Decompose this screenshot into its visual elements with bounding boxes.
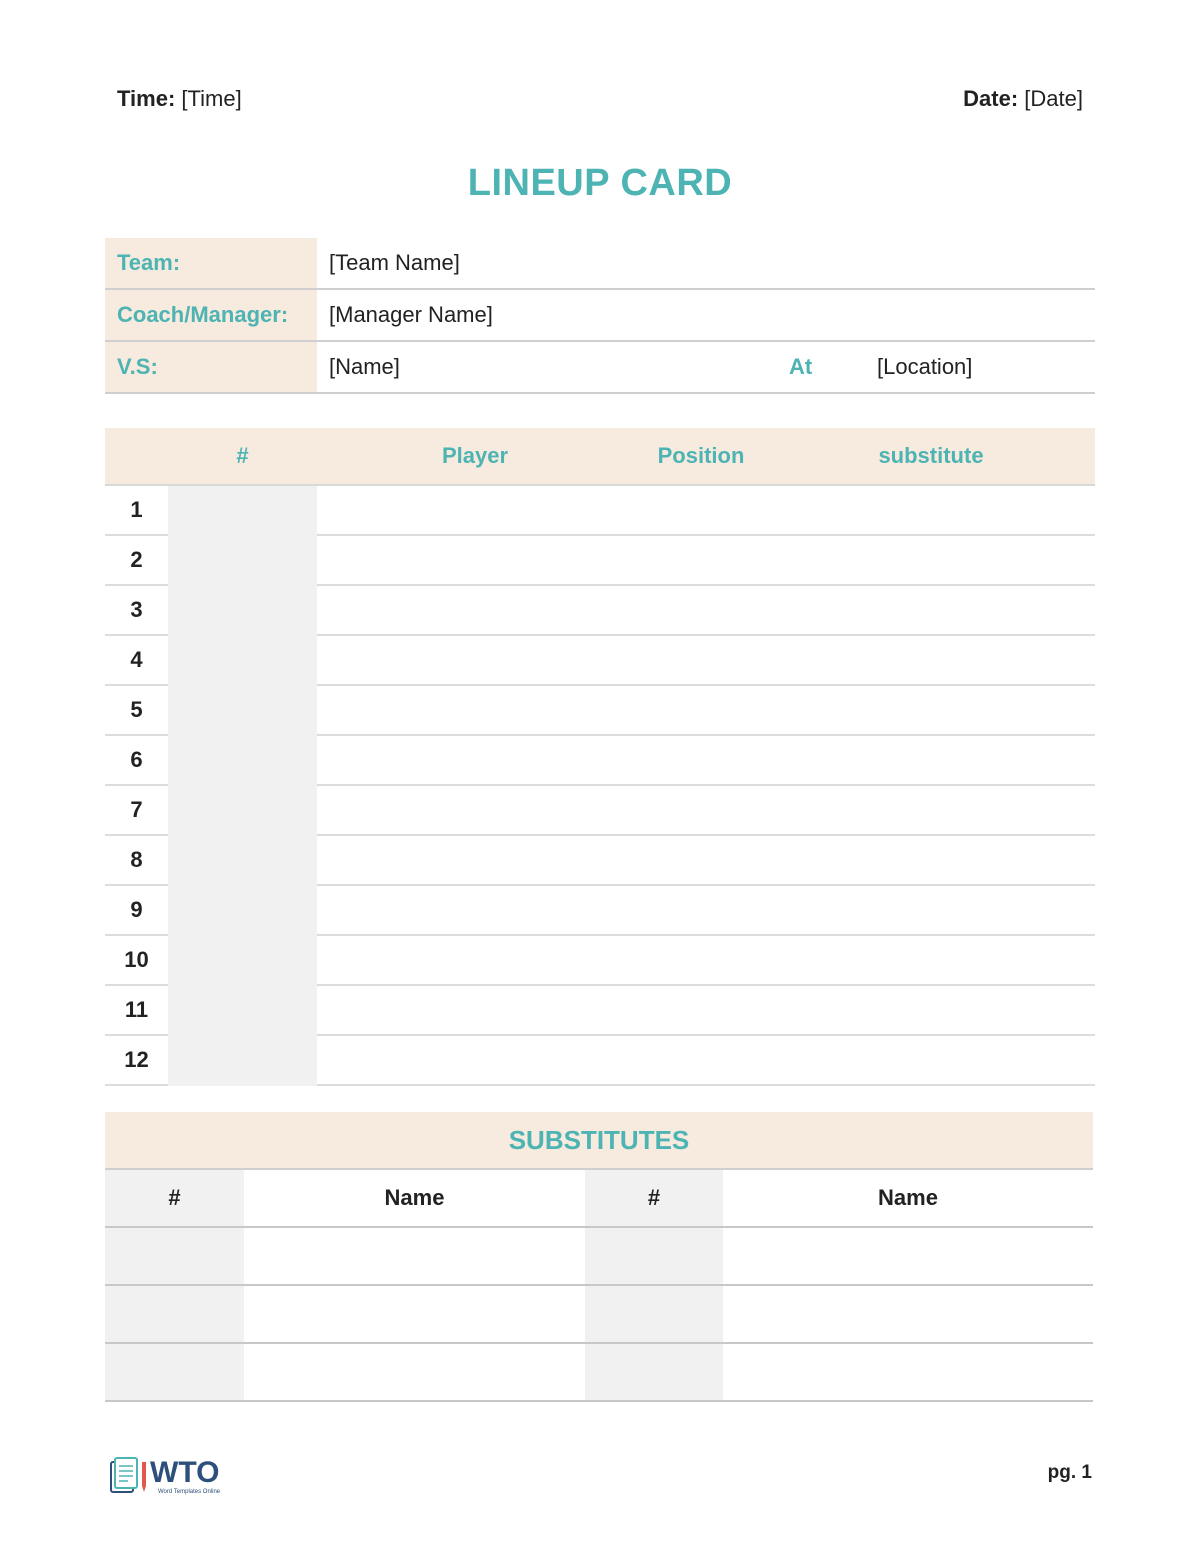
substitute-row[interactable]: [105, 1344, 1093, 1402]
subs-name-cell[interactable]: [244, 1228, 585, 1284]
lineup-row[interactable]: [105, 586, 1095, 636]
time-label: Time:: [117, 86, 176, 111]
lineup-row[interactable]: [105, 886, 1095, 936]
subs-col-name-1: Name: [384, 1185, 445, 1210]
lineup-order: 9: [130, 897, 143, 922]
lineup-order: 1: [130, 497, 143, 522]
lineup-row[interactable]: [105, 936, 1095, 986]
subs-name-cell[interactable]: [723, 1228, 1093, 1284]
col-number: #: [236, 443, 249, 468]
logo-subtext: Word Templates Online: [158, 1489, 221, 1495]
lineup-order: 6: [130, 747, 143, 772]
lineup-row[interactable]: [105, 686, 1095, 736]
substitute-row[interactable]: [105, 1228, 1093, 1286]
lineup-number-cell[interactable]: [168, 736, 317, 786]
substitutes-table: [105, 1112, 1093, 1402]
subs-number-cell[interactable]: [585, 1344, 723, 1400]
subs-number-cell[interactable]: [105, 1286, 244, 1342]
lineup-number-cell[interactable]: [168, 836, 317, 886]
coach-label: Coach/Manager:: [105, 290, 317, 340]
subs-col-number-1: #: [105, 1170, 244, 1226]
date-field: [963, 86, 1083, 112]
lineup-number-cell[interactable]: [168, 486, 317, 536]
lineup-number-cell[interactable]: [168, 586, 317, 636]
team-label: Team:: [105, 238, 317, 288]
vs-label: V.S:: [105, 342, 317, 392]
lineup-row[interactable]: [105, 736, 1095, 786]
lineup-row[interactable]: [105, 836, 1095, 886]
subs-number-cell[interactable]: [105, 1228, 244, 1284]
lineup-row[interactable]: [105, 536, 1095, 586]
col-position: Position: [657, 443, 745, 468]
time-value[interactable]: [Time]: [181, 86, 242, 111]
lineup-number-cell[interactable]: [168, 636, 317, 686]
lineup-number-cell[interactable]: [168, 886, 317, 936]
subs-col-number-2: #: [585, 1170, 723, 1226]
subs-col-name-2: Name: [878, 1185, 938, 1210]
subs-name-cell[interactable]: [244, 1344, 585, 1400]
col-substitute: substitute: [878, 443, 984, 468]
lineup-number-cell[interactable]: [168, 686, 317, 736]
page-number: pg. 1: [1047, 1462, 1092, 1483]
lineup-header: [105, 428, 1095, 486]
subs-number-cell[interactable]: [105, 1344, 244, 1400]
lineup-row[interactable]: [105, 986, 1095, 1036]
at-label: At: [789, 354, 813, 379]
lineup-order: 7: [130, 797, 143, 822]
date-label: Date:: [963, 86, 1019, 111]
lineup-order: 3: [130, 597, 143, 622]
subs-number-cell[interactable]: [585, 1286, 723, 1342]
lineup-order: 10: [124, 947, 149, 972]
wto-logo: [108, 1456, 234, 1500]
team-row: [105, 238, 1095, 290]
lineup-row[interactable]: [105, 636, 1095, 686]
col-player: Player: [441, 443, 509, 468]
page-title: LINEUP CARD: [467, 162, 733, 204]
vs-row: [105, 342, 1095, 394]
coach-value[interactable]: [Manager Name]: [329, 302, 493, 327]
substitutes-title: SUBSTITUTES: [105, 1112, 1093, 1170]
team-value[interactable]: [Team Name]: [329, 250, 460, 275]
lineup-order: 5: [130, 697, 143, 722]
info-table: [105, 238, 1095, 394]
subs-name-cell[interactable]: [723, 1286, 1093, 1342]
vs-value[interactable]: [Name]: [329, 354, 400, 379]
lineup-row[interactable]: [105, 786, 1095, 836]
location-value[interactable]: [Location]: [877, 354, 973, 379]
lineup-row[interactable]: [105, 1036, 1095, 1086]
lineup-order: 4: [130, 647, 143, 672]
subs-name-cell[interactable]: [723, 1344, 1093, 1400]
lineup-number-cell[interactable]: [168, 786, 317, 836]
subs-number-cell[interactable]: [585, 1228, 723, 1284]
lineup-number-cell[interactable]: [168, 1036, 317, 1086]
logo-text: WTO: [150, 1456, 220, 1489]
lineup-row[interactable]: [105, 486, 1095, 536]
lineup-number-cell[interactable]: [168, 936, 317, 986]
lineup-order: 12: [124, 1047, 149, 1072]
substitutes-body: [105, 1228, 1093, 1402]
substitute-row[interactable]: [105, 1286, 1093, 1344]
lineup-number-cell[interactable]: [168, 986, 317, 1036]
lineup-order: 2: [130, 547, 143, 572]
lineup-table: [105, 428, 1095, 1086]
subs-name-cell[interactable]: [244, 1286, 585, 1342]
date-value[interactable]: [Date]: [1024, 86, 1083, 111]
substitutes-header: [105, 1170, 1093, 1228]
lineup-body: [105, 486, 1095, 1086]
lineup-number-cell[interactable]: [168, 536, 317, 586]
lineup-order: 8: [130, 847, 143, 872]
time-field: [117, 86, 242, 112]
coach-row: [105, 290, 1095, 342]
lineup-order: 11: [124, 997, 149, 1022]
